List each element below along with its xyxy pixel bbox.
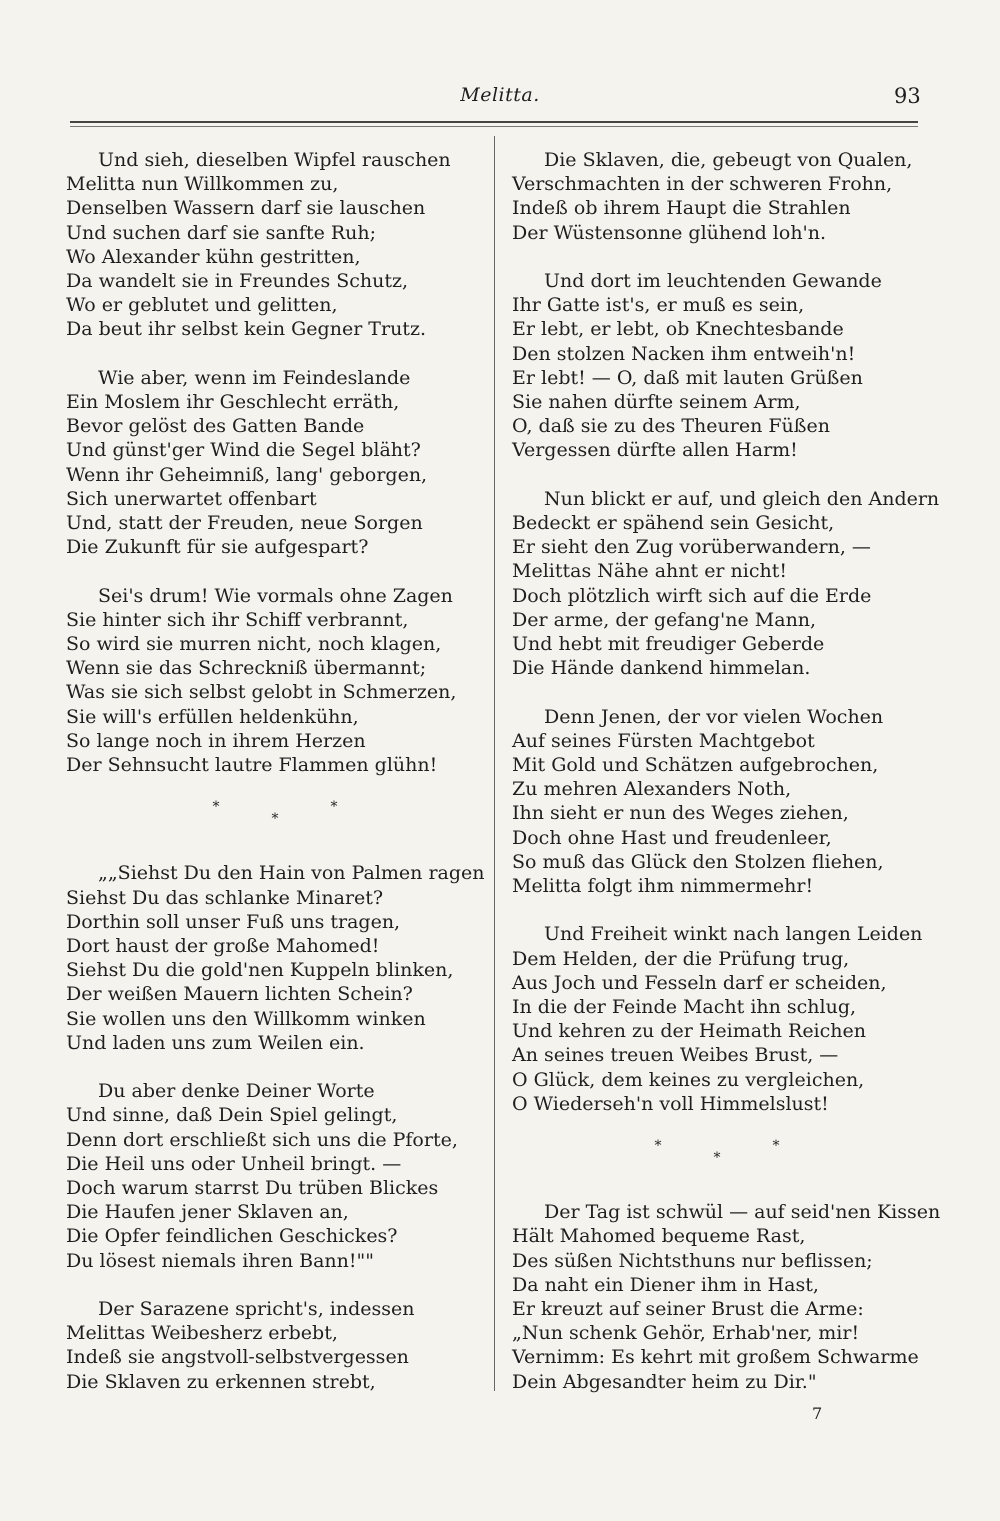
- verse-line: Denselben Wassern darf sie lauschen: [66, 197, 426, 220]
- verse-line: Wenn ihr Geheimniß, lang' geborgen,: [66, 463, 428, 486]
- verse-line: Und Freiheit winkt nach langen Leiden: [544, 923, 923, 946]
- verse-line: Mit Gold und Schätzen aufgebrochen,: [512, 754, 879, 777]
- verse-line: Da wandelt sie in Freundes Schutz,: [66, 270, 409, 293]
- verse-line: Und sinne, daß Dein Spiel gelingt,: [66, 1104, 398, 1127]
- verse-line: So wird sie murren nicht, noch klagen,: [66, 633, 442, 656]
- verse-line: Er kreuzt auf seiner Brust die Arme:: [512, 1298, 864, 1321]
- verse-line: Sie will's erfüllen heldenkühn,: [66, 705, 359, 728]
- verse-line: Doch warum starrst Du trüben Blickes: [66, 1177, 439, 1200]
- verse-line: O, daß sie zu des Theuren Füßen: [512, 415, 830, 438]
- verse-line: Verschmachten in der schweren Frohn,: [512, 173, 893, 196]
- stanza: [512, 705, 922, 899]
- verse-line: An seines treuen Weibes Brust, —: [512, 1044, 839, 1067]
- verse-line: Er lebt, er lebt, ob Knechtesbande: [512, 318, 844, 341]
- verse-line: Der Sehnsucht lautre Flammen glühn!: [66, 754, 438, 777]
- asterisk: *: [713, 1150, 721, 1167]
- stanza: [66, 861, 484, 1055]
- header-rule: [70, 121, 918, 123]
- verse-line: Und kehren zu der Heimath Reichen: [512, 1020, 866, 1043]
- header-rule-thin: [70, 126, 918, 127]
- stanza: [66, 1079, 484, 1273]
- verse-line: In die der Feinde Macht ihn schlug,: [512, 996, 857, 1019]
- verse-line: Doch ohne Hast und freudenleer,: [512, 826, 832, 849]
- verse-line: Sie wollen uns den Willkomm winken: [66, 1007, 426, 1030]
- verse-line: Doch plötzlich wirft sich auf die Erde: [512, 584, 872, 607]
- stanza: [512, 487, 940, 681]
- asterisk: *: [212, 799, 220, 816]
- verse-line: Die Sklaven, die, gebeugt von Qualen,: [544, 149, 913, 171]
- verse-line: O Glück, dem keines zu vergleichen,: [512, 1068, 865, 1091]
- verse-line: Indeß sie angstvoll-selbstvergessen: [66, 1346, 409, 1369]
- stanza: [512, 922, 922, 1116]
- verse-line: Siehst Du die gold'nen Kuppeln blinken,: [66, 959, 454, 982]
- verse-line: Ihr Gatte ist's, er muß es sein,: [512, 294, 805, 317]
- verse-line: Da naht ein Diener ihm in Hast,: [512, 1273, 819, 1296]
- verse-line: Er lebt! — O, daß mit lauten Grüßen: [512, 366, 863, 389]
- verse-line: Und hebt mit freudiger Geberde: [512, 633, 825, 656]
- stanza: [66, 148, 484, 342]
- verse-line: Dein Abgesandter heim zu Dir.": [512, 1370, 817, 1393]
- verse-line: Der Tag ist schwül — auf seid'nen Kissen: [544, 1201, 941, 1224]
- stanza: [512, 148, 922, 245]
- verse-line: Vergessen dürfte allen Harm!: [512, 439, 798, 462]
- verse-line: Den stolzen Nacken ihm entweih'n!: [512, 342, 856, 365]
- verse-line: Der Sarazene spricht's, indessen: [98, 1298, 415, 1321]
- verse-line: Die Hände dankend himmelan.: [512, 657, 811, 680]
- left-column: [66, 148, 484, 1418]
- verse-line: Melitta nun Willkommen zu,: [66, 173, 339, 196]
- verse-line: Und, statt der Freuden, neue Sorgen: [66, 512, 423, 535]
- verse-line: Die Heil uns oder Unheil bringt. —: [66, 1152, 402, 1175]
- verse-line: Die Sklaven zu erkennen strebt,: [66, 1370, 376, 1393]
- verse-line: Wenn sie das Schreckniß übermannt;: [66, 657, 427, 680]
- page-number: 93: [894, 84, 921, 108]
- verse-line: Siehst Du das schlanke Minaret?: [66, 886, 384, 909]
- verse-line: Bevor gelöst des Gatten Bande: [66, 415, 365, 438]
- verse-line: Zu mehren Alexanders Noth,: [512, 778, 792, 801]
- verse-line: Melittas Nähe ahnt er nicht!: [512, 560, 788, 583]
- verse-line: Du lösest niemals ihren Bann!"": [66, 1249, 375, 1272]
- verse-line: Melitta folgt ihm nimmermehr!: [512, 875, 814, 898]
- verse-line: Auf seines Fürsten Machtgebot: [512, 729, 815, 752]
- verse-line: Nun blickt er auf, und gleich den Andern: [544, 487, 940, 510]
- stanza: [66, 1297, 484, 1394]
- verse-line: Wo er geblutet und gelitten,: [66, 294, 338, 317]
- verse-line: Bedeckt er spähend sein Gesicht,: [512, 512, 835, 535]
- signature-mark: 7: [812, 1404, 823, 1423]
- right-column: [512, 148, 941, 1418]
- verse-line: Die Opfer feindlichen Geschickes?: [66, 1225, 398, 1248]
- verse-line: Der weißen Mauern lichten Schein?: [66, 983, 413, 1006]
- verse-line: Sie nahen dürfte seinem Arm,: [512, 391, 801, 414]
- stanza: [512, 269, 922, 463]
- verse-line: Denn dort erschließt sich uns die Pforte,: [66, 1128, 458, 1151]
- verse-line: Er sieht den Zug vorüberwandern, —: [512, 536, 871, 559]
- section-separator: [512, 1134, 922, 1182]
- verse-line: Indeß ob ihrem Haupt die Strahlen: [512, 197, 851, 220]
- verse-line: Des süßen Nichtsthuns nur beflissen;: [512, 1249, 873, 1272]
- verse-line: Dort haust der große Mahomed!: [66, 935, 380, 958]
- section-separator: [66, 795, 484, 843]
- verse-line: So muß das Glück den Stolzen fliehen,: [512, 850, 884, 873]
- verse-line: Sie hinter sich ihr Schiff verbrannt,: [66, 608, 409, 631]
- verse-line: Sich unerwartet offenbart: [66, 487, 317, 510]
- verse-line: Denn Jenen, der vor vielen Wochen: [544, 705, 884, 728]
- verse-line: Sei's drum! Wie vormals ohne Zagen: [98, 584, 453, 607]
- running-title: Melitta.: [460, 84, 540, 106]
- verse-line: Wie aber, wenn im Feindeslande: [98, 366, 411, 389]
- asterisk: *: [654, 1138, 662, 1155]
- verse-line: Aus Joch und Fesseln darf er scheiden,: [512, 971, 887, 994]
- verse-line: „Nun schenk Gehör, Erhab'ner, mir!: [512, 1322, 860, 1345]
- column-divider: [494, 136, 495, 1391]
- verse-line: Der arme, der gefang'ne Mann,: [512, 608, 817, 631]
- verse-line: Und dort im leuchtenden Gewande: [544, 270, 882, 292]
- verse-line: Da beut ihr selbst kein Gegner Trutz.: [66, 318, 426, 341]
- verse-line: Du aber denke Deiner Worte: [98, 1080, 375, 1103]
- verse-line: Und günst'ger Wind die Segel bläht?: [66, 439, 421, 462]
- verse-line: „„Siehst Du den Hain von Palmen ragen: [98, 862, 485, 885]
- stanza: [512, 1200, 941, 1394]
- verse-line: Die Haufen jener Sklaven an,: [66, 1201, 349, 1224]
- verse-line: Dorthin soll unser Fuß uns tragen,: [66, 910, 401, 933]
- verse-line: Die Zukunft für sie aufgespart?: [66, 536, 369, 559]
- verse-line: Wo Alexander kühn gestritten,: [66, 245, 361, 268]
- asterisk: *: [271, 811, 279, 828]
- asterisk: *: [330, 799, 338, 816]
- verse-line: Und laden uns zum Weilen ein.: [66, 1031, 365, 1054]
- verse-line: Hält Mahomed bequeme Rast,: [512, 1225, 806, 1248]
- verse-line: Der Wüstensonne glühend loh'n.: [512, 221, 827, 244]
- stanza: [66, 366, 484, 560]
- verse-line: Vernimm: Es kehrt mit großem Schwarme: [512, 1346, 919, 1369]
- verse-line: So lange noch in ihrem Herzen: [66, 729, 366, 752]
- verse-line: Melittas Weibesherz erbebt,: [66, 1322, 338, 1345]
- verse-line: Was sie sich selbst gelobt in Schmerzen,: [66, 681, 457, 704]
- verse-line: Und sieh, dieselben Wipfel rauschen: [98, 149, 451, 171]
- stanza: [66, 584, 484, 778]
- verse-line: O Wiederseh'n voll Himmelslust!: [512, 1092, 829, 1115]
- verse-line: Ein Moslem ihr Geschlecht erräth,: [66, 391, 400, 414]
- asterisk: *: [772, 1138, 780, 1155]
- verse-line: Und suchen darf sie sanfte Ruh;: [66, 221, 377, 244]
- verse-line: Dem Helden, der die Prüfung trug,: [512, 947, 850, 970]
- verse-line: Ihn sieht er nun des Weges ziehen,: [512, 802, 849, 825]
